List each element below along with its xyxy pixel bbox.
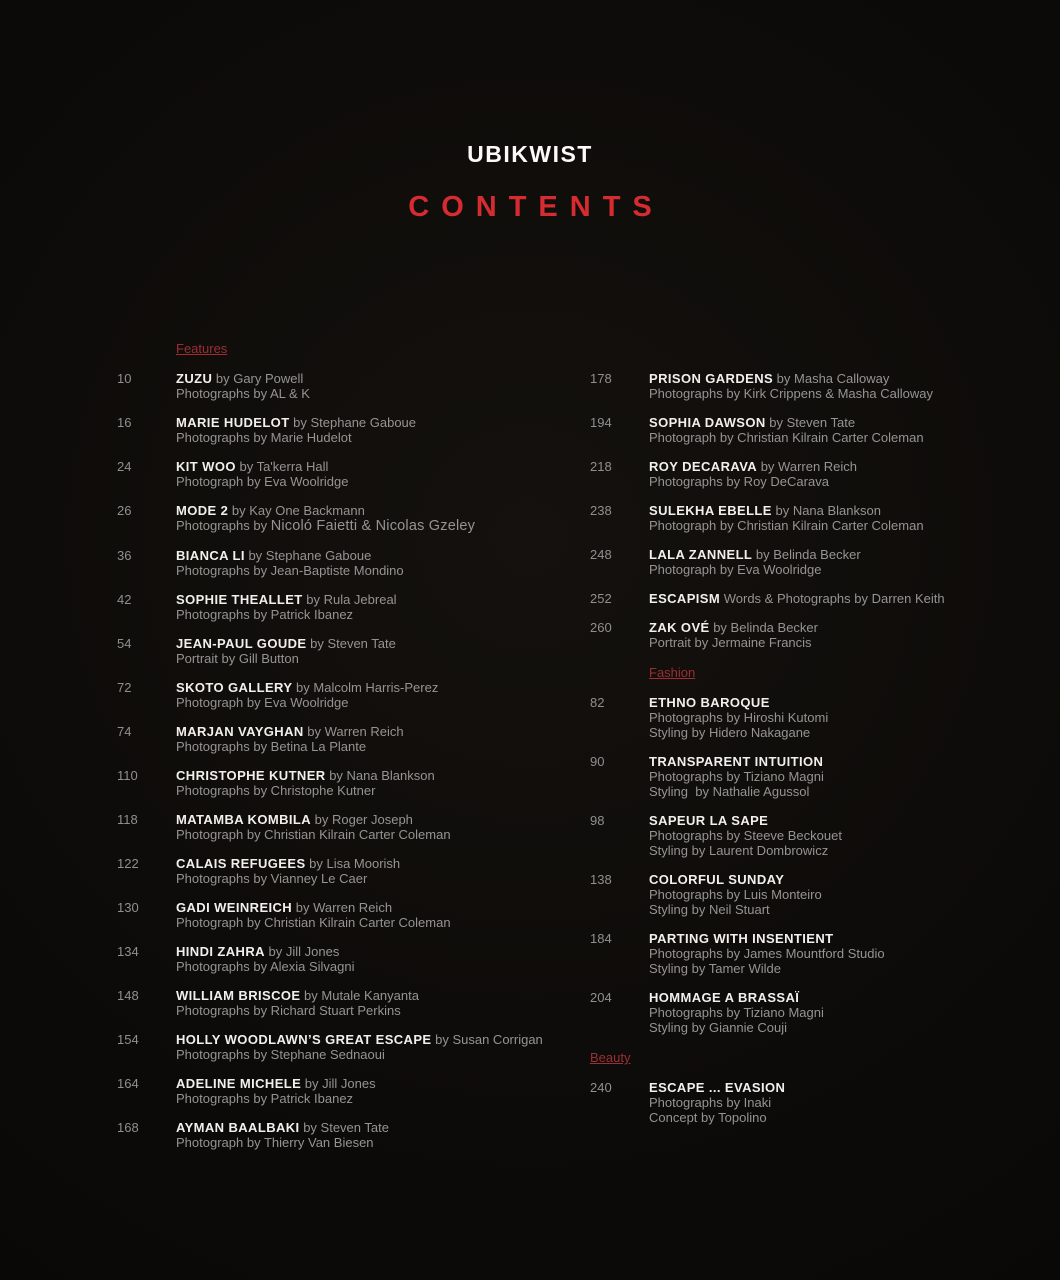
entry-byline: by Belinda Becker	[709, 620, 818, 635]
entry-page-number: 148	[117, 988, 139, 1003]
entry-title: HINDI ZAHRA	[176, 944, 265, 959]
entry-body	[649, 371, 1040, 401]
entry-credit: Photograph by Eva Woolridge	[176, 474, 349, 489]
entry-title-line	[649, 371, 1040, 386]
entry-page-number: 26	[117, 503, 132, 518]
toc-entry	[117, 459, 577, 489]
entry-body	[649, 872, 1040, 917]
entry-body	[176, 548, 577, 578]
entry-byline: by Warren Reich	[757, 459, 858, 474]
entry-credit: Photographs by Tiziano Magni	[649, 769, 824, 784]
toc-entry	[590, 1080, 1040, 1125]
entry-body	[649, 620, 1040, 650]
entry-body	[176, 680, 577, 710]
entry-credit: Styling by Laurent Dombrowicz	[649, 843, 829, 858]
entry-title-line	[649, 1080, 1040, 1095]
entry-credit: Photographs by Richard Stuart Perkins	[176, 1003, 401, 1018]
entry-credit: Styling by Tamer Wilde	[649, 961, 781, 976]
entry-credit: Photographs by Patrick Ibanez	[176, 1091, 354, 1106]
entry-body	[176, 1032, 577, 1062]
toc-entry	[117, 900, 577, 930]
entry-byline: by Steven Tate	[765, 415, 856, 430]
entry-title: AYMAN BAALBAKI	[176, 1120, 300, 1135]
toc-entry	[590, 931, 1040, 976]
entry-page-number: 98	[590, 813, 605, 828]
entry-title: MATAMBA KOMBILA	[176, 812, 312, 827]
entry-title-line	[176, 812, 577, 827]
entry-body	[176, 371, 577, 401]
entry-title-line	[649, 415, 1040, 430]
entry-credit: Portrait by Gill Button	[176, 651, 299, 666]
toc-block	[590, 665, 1040, 1035]
entry-title-line	[649, 547, 1040, 562]
entry-page-number: 24	[117, 459, 132, 474]
entry-title: MODE 2	[176, 503, 229, 518]
entry-title: CALAIS REFUGEES	[176, 856, 306, 871]
entry-byline: by Roger Joseph	[311, 812, 413, 827]
entry-credit: Photographs by Steeve Beckouet	[649, 828, 842, 843]
toc-block	[117, 341, 577, 1150]
entry-title: MARIE HUDELOT	[176, 415, 290, 430]
toc-entry	[590, 459, 1040, 489]
entry-byline: by Masha Calloway	[773, 371, 890, 386]
entry-byline: by Warren Reich	[303, 724, 404, 739]
entry-body	[649, 591, 1040, 606]
entry-title-line	[176, 371, 577, 386]
entry-credit: Photographs by Patrick Ibanez	[176, 607, 354, 622]
entry-page-number: 154	[117, 1032, 139, 1047]
entry-credit: Styling by Nathalie Agussol	[649, 784, 810, 799]
toc-entry	[117, 1076, 577, 1106]
entry-title: SOPHIA DAWSON	[649, 415, 766, 430]
section-header-fashion: Fashion	[649, 665, 696, 680]
entry-credit: Photographs by Tiziano Magni	[649, 1005, 824, 1020]
entry-title: BIANCA LI	[176, 548, 245, 563]
entry-page-number: 238	[590, 503, 612, 518]
entry-title-line	[649, 754, 1040, 769]
toc-column-right	[590, 371, 1040, 1139]
entry-title: TRANSPARENT INTUITION	[649, 754, 824, 769]
entry-credit: Styling by Giannie Couji	[649, 1020, 788, 1035]
magazine-logo: UBIKWIST	[467, 141, 593, 167]
entry-page-number: 184	[590, 931, 612, 946]
toc-entry	[117, 371, 577, 401]
toc-block	[590, 371, 1040, 650]
entry-credit: Photograph by Christian Kilrain Carter Coleman	[649, 518, 924, 533]
entry-byline: by Jill Jones	[264, 944, 340, 959]
entry-credit: Photograph by Christian Kilrain Carter Coleman	[649, 430, 924, 445]
section-header-features: Features	[176, 341, 228, 356]
entry-title-line	[176, 988, 577, 1003]
entry-credit: Portrait by Jermaine Francis	[649, 635, 812, 650]
toc-entry	[117, 724, 577, 754]
entry-byline: by Ta'kerra Hall	[235, 459, 329, 474]
toc-entry	[590, 990, 1040, 1035]
entry-credit-name: Nicoló Faietti & Nicolas Gzeley	[270, 518, 476, 534]
entry-title: KIT WOO	[176, 459, 236, 474]
entry-page-number: 42	[117, 592, 132, 607]
entry-body	[649, 547, 1040, 577]
entry-body	[176, 1076, 577, 1106]
toc-entry	[590, 695, 1040, 740]
entry-title: HOLLY WOODLAWN’S GREAT ESCAPE	[176, 1032, 432, 1047]
entry-credit: Concept by Topolino	[649, 1110, 767, 1125]
entry-page-number: 134	[117, 944, 139, 959]
entry-credit: Photographs by Stephane Sednaoui	[176, 1047, 385, 1062]
toc-entry	[590, 813, 1040, 858]
entry-body	[176, 1120, 577, 1150]
entry-byline: by Steven Tate	[306, 636, 396, 651]
entry-title: HOMMAGE A BRASSAÏ	[649, 990, 800, 1005]
entry-title: ESCAPISM	[649, 591, 721, 606]
entry-credit: Styling by Hidero Nakagane	[649, 725, 811, 740]
entry-credit: Photograph by Eva Woolridge	[176, 695, 349, 710]
entry-title-line	[176, 636, 577, 651]
entry-byline: by Stephane Gaboue	[244, 548, 372, 563]
entry-title-line	[176, 856, 577, 871]
entry-page-number: 248	[590, 547, 612, 562]
entry-title: SKOTO GALLERY	[176, 680, 293, 695]
entry-credit: Styling by Neil Stuart	[649, 902, 770, 917]
entry-body	[176, 724, 577, 754]
entry-title-line	[176, 415, 577, 430]
toc-entry	[117, 812, 577, 842]
entry-page-number: 16	[117, 415, 132, 430]
toc-entry	[590, 503, 1040, 533]
entry-page-number: 72	[117, 680, 132, 695]
entry-body	[649, 813, 1040, 858]
entry-body	[649, 754, 1040, 799]
entry-title-line	[176, 1120, 577, 1135]
entry-credit: Photograph by Christian Kilrain Carter Coleman	[176, 827, 451, 842]
entry-body	[176, 415, 577, 445]
entry-credit: Photographs by Marie Hudelot	[176, 430, 352, 445]
entry-byline: Words & Photographs by Darren Keith	[720, 591, 945, 606]
toc-entry	[590, 547, 1040, 577]
entry-body	[649, 503, 1040, 533]
entry-byline: by Nana Blankson	[771, 503, 881, 518]
entry-page-number: 10	[117, 371, 132, 386]
entry-credit: Photograph by Thierry Van Biesen	[176, 1135, 374, 1150]
toc-entry	[117, 1032, 577, 1062]
entry-title: GADI WEINREICH	[176, 900, 293, 915]
entry-body	[176, 768, 577, 798]
entry-page-number: 178	[590, 371, 612, 386]
entry-body	[176, 856, 577, 886]
toc-entry	[117, 988, 577, 1018]
entry-credit: Photograph by Eva Woolridge	[649, 562, 822, 577]
entry-body	[176, 812, 577, 842]
entry-byline: by Warren Reich	[292, 900, 393, 915]
entry-byline: by Nana Blankson	[325, 768, 435, 783]
entry-body	[649, 990, 1040, 1035]
entry-byline: by Kay One Backmann	[228, 503, 365, 518]
entry-title: ETHNO BAROQUE	[649, 695, 770, 710]
entry-title-line	[176, 548, 577, 563]
entry-body	[176, 944, 577, 974]
entry-title-line	[649, 931, 1040, 946]
entry-title: ADELINE MICHELE	[176, 1076, 302, 1091]
toc-entry	[590, 620, 1040, 650]
entry-title-line	[649, 813, 1040, 828]
entry-page-number: 138	[590, 872, 612, 887]
entry-title: WILLIAM BRISCOE	[176, 988, 301, 1003]
entry-title: PRISON GARDENS	[649, 371, 774, 386]
entry-credit: Photographs by Roy DeCarava	[649, 474, 829, 489]
toc-entry	[117, 856, 577, 886]
toc-entry	[117, 680, 577, 710]
entry-byline: by Mutale Kanyanta	[300, 988, 419, 1003]
entry-title-line	[649, 990, 1040, 1005]
entry-title-line	[176, 592, 577, 607]
entry-byline: by Malcolm Harris-Perez	[292, 680, 439, 695]
entry-credit: Photographs by James Mountford Studio	[649, 946, 885, 961]
entry-title-line	[649, 872, 1040, 887]
entry-title-line	[649, 695, 1040, 710]
entry-page-number: 82	[590, 695, 605, 710]
entry-byline: by Rula Jebreal	[302, 592, 397, 607]
entry-title: COLORFUL SUNDAY	[649, 872, 785, 887]
toc-entry	[117, 503, 577, 534]
toc-entry	[117, 768, 577, 798]
entry-page-number: 110	[117, 768, 138, 783]
entry-body	[176, 592, 577, 622]
page-title: CONTENTS	[408, 191, 664, 223]
entry-page-number: 194	[590, 415, 612, 430]
entry-body	[176, 503, 577, 534]
entry-title-line	[649, 459, 1040, 474]
entry-body	[649, 931, 1040, 976]
entry-title-line	[176, 944, 577, 959]
entry-title: SULEKHA EBELLE	[649, 503, 772, 518]
entry-page-number: 74	[117, 724, 132, 739]
entry-title: PARTING WITH INSENTIENT	[649, 931, 834, 946]
toc-entry	[590, 872, 1040, 917]
toc-block	[590, 1050, 1040, 1125]
entry-credit: Photograph by Christian Kilrain Carter Coleman	[176, 915, 451, 930]
toc-entry	[117, 944, 577, 974]
entry-byline: by Belinda Becker	[752, 547, 861, 562]
entry-credit: Photographs by Vianney Le Caer	[176, 871, 368, 886]
entry-title-line	[176, 1076, 577, 1091]
entry-title-line	[176, 680, 577, 695]
entry-byline: by Stephane Gaboue	[289, 415, 417, 430]
entry-credit: Photographs by AL & K	[176, 386, 310, 401]
entry-title: ROY DECARAVA	[649, 459, 758, 474]
entry-credit: Photographs by Kirk Crippens & Masha Calloway	[649, 386, 933, 401]
entry-title: CHRISTOPHE KUTNER	[176, 768, 326, 783]
entry-title-line	[649, 503, 1040, 518]
entry-title-line	[176, 503, 577, 518]
entry-page-number: 54	[117, 636, 132, 651]
entry-body	[649, 459, 1040, 489]
entry-title: MARJAN VAYGHAN	[176, 724, 304, 739]
entry-body	[649, 1080, 1040, 1125]
entry-page-number: 118	[117, 812, 138, 827]
entry-title: ZAK OVÉ	[649, 620, 710, 635]
entry-byline: by Gary Powell	[212, 371, 304, 386]
toc-entry	[590, 591, 1040, 606]
entry-page-number: 218	[590, 459, 612, 474]
entry-page-number: 130	[117, 900, 139, 915]
entry-title-line	[649, 591, 1040, 606]
entry-page-number: 260	[590, 620, 612, 635]
entry-title-line	[176, 900, 577, 915]
entry-credit: Photographs by Inaki	[649, 1095, 772, 1110]
entry-title: SOPHIE THEALLET	[176, 592, 303, 607]
toc-column-left	[117, 341, 577, 1164]
entry-title-line	[649, 620, 1040, 635]
entry-credit: Photographs by Betina La Plante	[176, 739, 367, 754]
section-header-beauty: Beauty	[590, 1050, 631, 1065]
toc-entry	[117, 636, 577, 666]
entry-title-line	[176, 768, 577, 783]
entry-page-number: 240	[590, 1080, 612, 1095]
entry-page-number: 164	[117, 1076, 139, 1091]
entry-byline: by Susan Corrigan	[431, 1032, 543, 1047]
toc-entry	[117, 1120, 577, 1150]
entry-page-number: 252	[590, 591, 612, 606]
entry-title: LALA ZANNELL	[649, 547, 753, 562]
entry-credit: Photographs by Christophe Kutner	[176, 783, 376, 798]
entry-body	[176, 459, 577, 489]
entry-byline: by Jill Jones	[301, 1076, 376, 1091]
entry-page-number: 36	[117, 548, 132, 563]
entry-page-number: 168	[117, 1120, 139, 1135]
entry-body	[649, 415, 1040, 445]
entry-credit: Photographs by Alexia Silvagni	[176, 959, 355, 974]
entry-byline: by Steven Tate	[299, 1120, 389, 1135]
entry-credit: Photographs by Nicoló Faietti & Nicolas Gzeley	[176, 518, 476, 534]
entry-title: JEAN-PAUL GOUDE	[176, 636, 307, 651]
entry-body	[649, 695, 1040, 740]
toc-entry	[590, 371, 1040, 401]
entry-title-line	[176, 1032, 577, 1047]
entry-page-number: 122	[117, 856, 139, 871]
entry-title: ESCAPE ... EVASION	[649, 1080, 786, 1095]
toc-entry	[590, 754, 1040, 799]
entry-title: SAPEUR LA SAPE	[649, 813, 769, 828]
toc-entry	[117, 548, 577, 578]
entry-title-line	[176, 724, 577, 739]
entry-body	[176, 636, 577, 666]
entry-byline: by Lisa Moorish	[305, 856, 401, 871]
toc-entry	[117, 592, 577, 622]
toc-entry	[117, 415, 577, 445]
entry-title: ZUZU	[176, 371, 213, 386]
toc-entry	[590, 415, 1040, 445]
entry-body	[176, 988, 577, 1018]
entry-body	[176, 900, 577, 930]
entry-credit: Photographs by Jean-Baptiste Mondino	[176, 563, 404, 578]
entry-credit: Photographs by Hiroshi Kutomi	[649, 710, 829, 725]
entry-title-line	[176, 459, 577, 474]
entry-page-number: 90	[590, 754, 605, 769]
entry-credit: Photographs by Luis Monteiro	[649, 887, 822, 902]
entry-page-number: 204	[590, 990, 612, 1005]
